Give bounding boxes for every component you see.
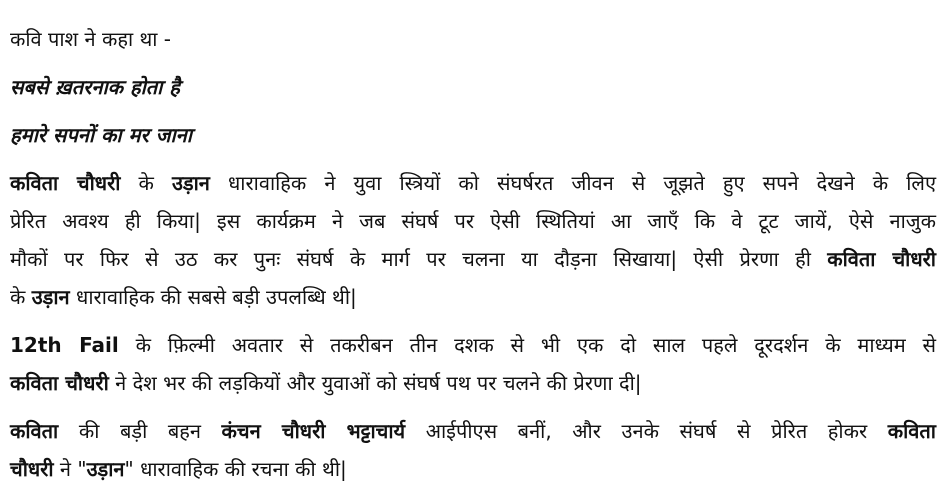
text: धारावाहिक की सबसे बड़ी उपलब्धि थी|	[69, 285, 357, 309]
emphasis: कंचन चौधरी भट्टाचार्य	[221, 419, 406, 443]
emphasis: उड़ान	[31, 285, 70, 309]
paragraph-1-line-1	[10, 164, 936, 202]
text: प्रेरित अवश्य ही किया| इस कार्यक्रम ने जब संघर्ष पर ऐसी स्थितियां आ जाएँ कि वे टूट जायें, ऐसे नाजुक	[10, 209, 936, 233]
paragraph-1-line-3	[10, 240, 936, 278]
emphasis: उड़ान	[86, 457, 125, 481]
text: ने देश भर की लड़कियों और युवाओं को संघर्ष पथ पर चलने की प्रेरणा दी|	[108, 371, 642, 395]
text: ने "	[53, 457, 87, 481]
text: " धारावाहिक की रचना की थी|	[124, 457, 347, 481]
text: के	[10, 285, 32, 309]
spacer	[10, 316, 936, 326]
emphasis: 12th Fail	[10, 333, 119, 357]
text: के	[120, 171, 172, 195]
quote-text-1: सबसे ख़तरनाक होता है	[10, 75, 180, 99]
text: की बड़ी बहन	[58, 419, 222, 443]
emphasis: कविता चौधरी	[827, 247, 936, 271]
intro-line	[10, 20, 936, 58]
emphasis: कविता	[887, 419, 936, 443]
emphasis: चौधरी	[10, 457, 54, 481]
paragraph-3-line-2	[10, 450, 936, 488]
intro-text: कवि पाश ने कहा था -	[10, 27, 172, 51]
text: के फ़िल्मी अवतार से तकरीबन तीन दशक से भी एक दो साल पहले दूरदर्शन के माध्यम से	[118, 333, 937, 357]
text: आईपीएस बनीं, और उनके संघर्ष से प्रेरित होकर	[405, 419, 888, 443]
emphasis: कविता	[10, 419, 59, 443]
paragraph-3-line-1	[10, 412, 936, 450]
spacer	[10, 58, 936, 68]
paragraph-2-line-2	[10, 364, 936, 402]
text: मौकों पर फिर से उठ कर पुनः संघर्ष के मार्ग पर चलना या दौड़ना सिखाया| ऐसी प्रेरणा ही	[10, 247, 828, 271]
spacer	[10, 154, 936, 164]
paragraph-2-line-1	[10, 326, 936, 364]
quote-line-2	[10, 116, 936, 154]
emphasis: कविता चौधरी	[10, 171, 121, 195]
quote-text-2: हमारे सपनों का मर जाना	[10, 123, 192, 147]
emphasis: उड़ान	[171, 171, 210, 195]
text: धारावाहिक ने युवा स्त्रियों को संघर्षरत जीवन से जूझते हुए सपने देखने के लिए	[209, 171, 937, 195]
paragraph-1-line-4	[10, 278, 936, 316]
paragraph-1-line-2	[10, 202, 936, 240]
paragraph-2	[10, 326, 936, 402]
paragraph-1	[10, 164, 936, 316]
quote-line-1	[10, 68, 936, 106]
emphasis: कविता चौधरी	[10, 371, 109, 395]
spacer	[10, 402, 936, 412]
spacer	[10, 106, 936, 116]
paragraph-3	[10, 412, 936, 488]
